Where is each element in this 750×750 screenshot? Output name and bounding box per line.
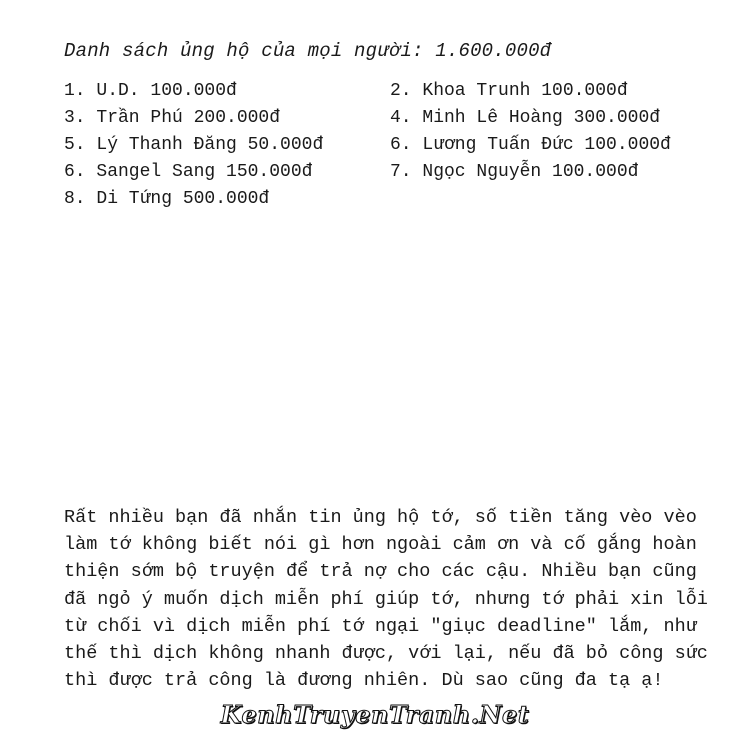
donor-item: 2. Khoa Trunh 100.000đ	[390, 81, 628, 101]
message-line: thiện sớm bộ truyện để trả nợ cho các cậu. Nhiều bạn cũng	[64, 561, 697, 583]
message-line: đã ngỏ ý muốn dịch miễn phí giúp tớ, nhưng tớ phải xin lỗi	[64, 588, 708, 610]
donation-list-title: Danh sách ủng hộ của mọi người: 1.600.000đ	[64, 40, 552, 62]
site-watermark: KenhTruyenTranh.Net	[220, 700, 530, 729]
thank-you-message	[64, 504, 708, 694]
donor-item: 1. U.D. 100.000đ	[64, 81, 237, 101]
message-line: làm tớ không biết nói gì hơn ngoài cảm ơn và cố gắng hoàn	[64, 534, 697, 556]
donor-item: 8. Di Tứng 500.000đ	[64, 189, 270, 209]
donor-item: 4. Minh Lê Hoàng 300.000đ	[390, 108, 661, 128]
donor-list	[64, 78, 704, 213]
donor-item: 6. Sangel Sang 150.000đ	[64, 162, 313, 182]
message-line: từ chối vì dịch miễn phí tớ ngại "giục deadline" lắm, như	[64, 615, 697, 637]
donor-item: 5. Lý Thanh Đăng 50.000đ	[64, 135, 324, 155]
message-line: Rất nhiều bạn đã nhắn tin ủng hộ tớ, số tiền tăng vèo vèo	[64, 507, 697, 528]
donor-item: 6. Lương Tuấn Đức 100.000đ	[390, 135, 671, 155]
message-line: thế thì dịch không nhanh được, với lại, nếu đã bỏ công sức	[64, 643, 708, 665]
message-line: thì được trả công là đương nhiên. Dù sao cũng đa tạ ạ!	[64, 670, 664, 692]
donor-item: 7. Ngọc Nguyễn 100.000đ	[390, 162, 639, 182]
donor-item: 3. Trần Phú 200.000đ	[64, 108, 281, 128]
